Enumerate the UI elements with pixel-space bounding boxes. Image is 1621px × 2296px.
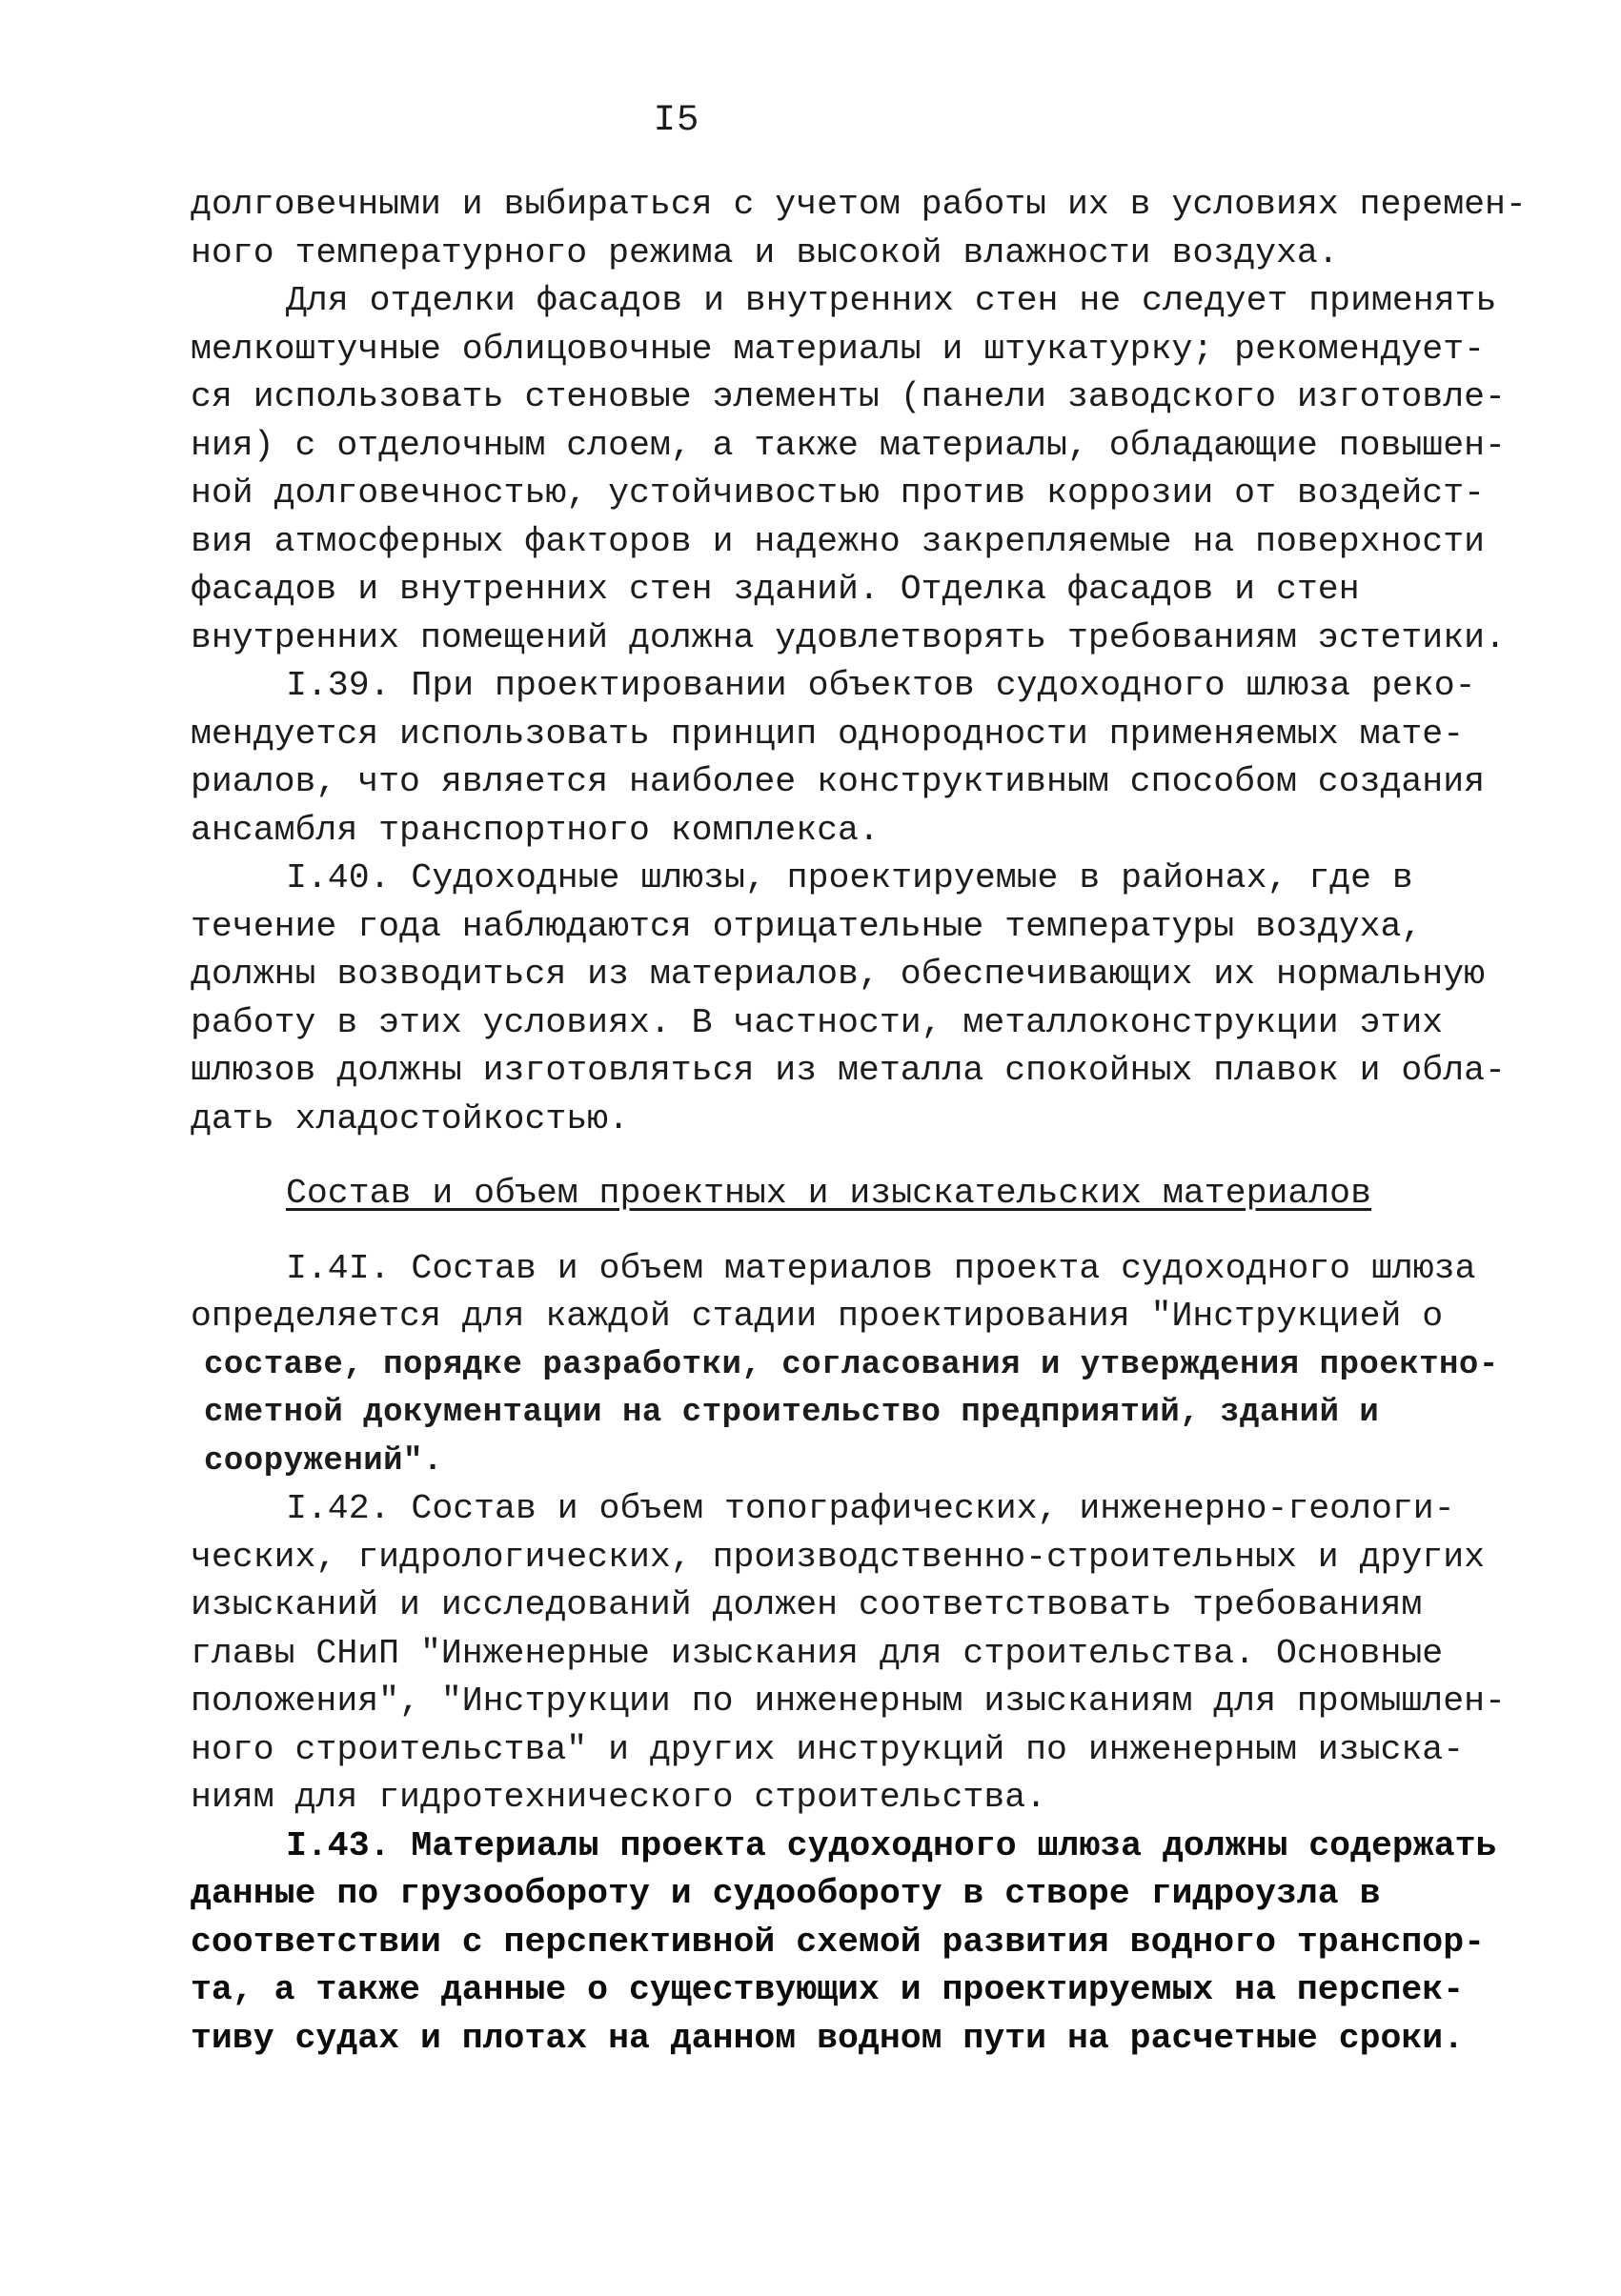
text-line: долговечными и выбираться с учетом работы их в условиях перемен- bbox=[191, 185, 1527, 224]
text-line: шлюзов должны изготовляться из металла спокойных плавок и обла- bbox=[191, 1051, 1506, 1090]
section-heading: Состав и объем проектных и изыскательских материалов bbox=[286, 1174, 1371, 1213]
text-line: I.40. Судоходные шлюзы, проектируемые в районах, где в bbox=[286, 858, 1413, 897]
text-line: ансамбля транспортного комплекса. bbox=[191, 810, 880, 850]
text-line: I.4I. Состав и объем материалов проекта судоходного шлюза bbox=[286, 1248, 1476, 1288]
text-line: ниям для гидротехнического строительства. bbox=[191, 1778, 1047, 1817]
text-line: ся использовать стеновые элементы (панели заводского изготовле- bbox=[191, 377, 1506, 416]
paragraph-1-39 bbox=[191, 662, 1486, 855]
text-line: ческих, гидрологических, производственно-строительных и других bbox=[191, 1537, 1486, 1577]
document-body bbox=[191, 181, 1527, 2063]
text-line: составе, порядке разработки, согласования и утверждения проектно- bbox=[204, 1346, 1499, 1383]
text-line: тиву судах и плотах на данном водном пути на расчетные сроки. bbox=[191, 2018, 1465, 2058]
text-line: вия атмосферных факторов и надежно закрепляемые на поверхности bbox=[191, 521, 1486, 561]
text-line: течение года наблюдаются отрицательные температуры воздуха, bbox=[191, 906, 1423, 946]
text-line: I.39. При проектировании объектов судоходного шлюза реко- bbox=[286, 666, 1476, 705]
text-line: должны возводиться из материалов, обеспечивающих их нормальную bbox=[191, 955, 1486, 994]
paragraph-facade-finishing bbox=[191, 277, 1506, 662]
text-line: фасадов и внутренних стен зданий. Отделка фасадов и стен bbox=[191, 570, 1360, 609]
text-line: положения", "Инструкции по инженерным изысканиям для промышлен- bbox=[191, 1682, 1506, 1721]
text-line: соответствии с перспективной схемой развития водного транспор- bbox=[191, 1922, 1486, 1962]
text-line: сооружений". bbox=[204, 1442, 443, 1480]
text-line: ния) с отделочным слоем, а также материалы, обладающие повышен- bbox=[191, 425, 1506, 465]
text-line: I.43. Материалы проекта судоходного шлюза должны содержать bbox=[286, 1825, 1497, 1865]
text-line: изысканий и исследований должен соответствовать требованиям bbox=[191, 1585, 1423, 1624]
text-line: главы СНиП "Инженерные изыскания для строительства. Основные bbox=[191, 1633, 1444, 1673]
text-line: Для отделки фасадов и внутренних стен не следует применять bbox=[286, 281, 1497, 320]
paragraph-1-43 bbox=[191, 1823, 1497, 2064]
text-line: дать хладостойкостью. bbox=[191, 1098, 629, 1138]
text-line: данные по грузообороту и судообороту в створе гидроузла в bbox=[191, 1874, 1381, 1913]
text-line: ной долговечностью, устойчивостью против коррозии от воздейст- bbox=[191, 473, 1486, 513]
text-line: риалов, что является наиболее конструктивным способом создания bbox=[191, 762, 1486, 801]
paragraph-1-42 bbox=[191, 1485, 1506, 1823]
text-line: определяется для каждой стадии проектирования "Инструкцией о bbox=[191, 1297, 1444, 1336]
text-line: та, а также данные о существующих и проектируемых на перспек- bbox=[191, 1970, 1465, 2009]
paragraph-1-40 bbox=[191, 855, 1506, 1143]
text-line: мендуется использовать принцип однородности применяемых мате- bbox=[191, 714, 1465, 754]
page-number: I5 bbox=[653, 99, 700, 141]
paragraph-1-41 bbox=[191, 1245, 1499, 1486]
text-line: внутренних помещений должна удовлетворять требованиям эстетики. bbox=[191, 617, 1506, 657]
text-line: мелкоштучные облицовочные материалы и штукатурку; рекомендует- bbox=[191, 329, 1486, 369]
text-line: ного температурного режима и высокой влажности воздуха. bbox=[191, 232, 1339, 272]
text-line: работу в этих условиях. В частности, металлоконструкции этих bbox=[191, 1002, 1444, 1042]
text-line: ного строительства" и других инструкций по инженерным изыска- bbox=[191, 1729, 1465, 1769]
text-line: сметной документации на строительство предприятий, зданий и bbox=[204, 1395, 1380, 1431]
paragraph-continuation bbox=[191, 181, 1527, 277]
text-line: I.42. Состав и объем топографических, инженерно-геологи- bbox=[286, 1489, 1455, 1528]
